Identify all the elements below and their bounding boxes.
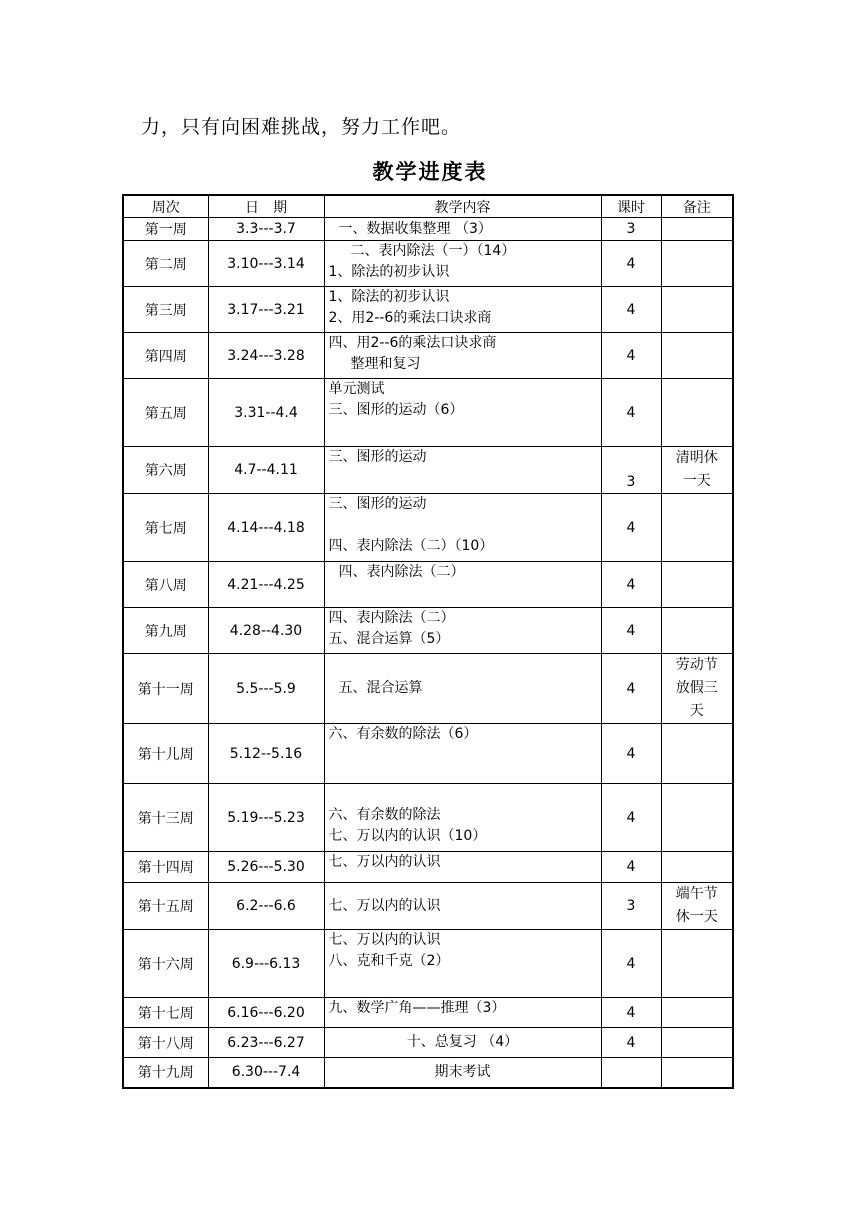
week-cell: 第五周 (123, 379, 208, 447)
content-cell (324, 883, 601, 930)
content-line (329, 784, 597, 805)
table-row (123, 608, 733, 654)
table-row (123, 1028, 733, 1058)
table-row (123, 218, 733, 241)
note-line: 劳动节 (675, 657, 718, 673)
content-line: 整理和复习 (350, 356, 421, 372)
week-cell: 第十八周 (123, 1028, 208, 1058)
content-line: 九、数学广角——推理（3） (328, 1000, 506, 1016)
table-row (123, 784, 733, 852)
note-cell (661, 930, 733, 998)
note-cell (661, 447, 733, 494)
hours-cell: 4 (601, 724, 661, 784)
date-cell: 3.17---3.21 (208, 287, 324, 333)
note-cell (661, 784, 733, 852)
content-cell (324, 998, 601, 1028)
table-row (123, 379, 733, 447)
content-line (329, 515, 597, 536)
date-cell: 3.10---3.14 (208, 241, 324, 287)
note-cell (661, 379, 733, 447)
content-line: 十、总复习 （4） (406, 1034, 519, 1050)
content-cell (324, 379, 601, 447)
intro-paragraph: 力，只有向困难挑战，努力工作吧。 (141, 116, 462, 138)
content-line: 六、有余数的除法 (328, 807, 441, 823)
content-line: 八、克和千克（2） (328, 953, 450, 969)
content-line: 三、图形的运动（6） (328, 402, 464, 418)
table-row (123, 287, 733, 333)
note-cell (661, 724, 733, 784)
date-cell: 4.28--4.30 (208, 608, 324, 654)
content-line: 七、万以内的认识（10） (328, 828, 487, 844)
week-cell: 第一周 (123, 218, 208, 241)
week-cell: 第十一周 (123, 654, 208, 724)
content-line: 1、除法的初步认识 (328, 264, 450, 280)
hours-cell: 4 (601, 379, 661, 447)
content-cell (324, 562, 601, 608)
note-cell (661, 608, 733, 654)
hours-cell: 4 (601, 1028, 661, 1058)
header-date: 日 期 (208, 195, 324, 218)
week-cell: 第十六周 (123, 930, 208, 998)
content-line: 四、用2--6的乘法口诀求商 (328, 335, 497, 351)
content-line: 四、表内除法（二）（10） (328, 538, 494, 554)
hours-cell: 4 (601, 287, 661, 333)
note-line: 端午节 (675, 886, 718, 902)
content-cell (324, 608, 601, 654)
date-cell: 5.12--5.16 (208, 724, 324, 784)
content-line: 六、有余数的除法（6） (328, 726, 478, 742)
content-line: 四、表内除法（二） (328, 610, 455, 626)
table-row (123, 447, 733, 494)
note-cell (661, 241, 733, 287)
date-cell: 6.2---6.6 (208, 883, 324, 930)
date-cell: 4.14---4.18 (208, 494, 324, 562)
content-line: 四、表内除法（二） (338, 564, 465, 580)
note-cell (661, 333, 733, 379)
hours-cell (601, 1058, 661, 1088)
hours-cell: 4 (601, 562, 661, 608)
content-cell (324, 447, 601, 494)
content-line: 五、混合运算（5） (328, 631, 450, 647)
hours-cell: 4 (601, 241, 661, 287)
content-cell (324, 1028, 601, 1058)
note-cell (661, 654, 733, 724)
note-cell (661, 218, 733, 241)
content-line: 2、用2--6的乘法口诀求商 (328, 310, 492, 326)
note-cell (661, 494, 733, 562)
date-cell: 3.24---3.28 (208, 333, 324, 379)
content-line: 二、表内除法（一）（14） (350, 243, 516, 259)
note-cell (661, 1028, 733, 1058)
content-line: 七、万以内的认识 (328, 897, 441, 914)
week-cell: 第十四周 (123, 852, 208, 883)
hours-cell: 3 (601, 218, 661, 241)
hours-cell: 4 (601, 608, 661, 654)
page-title: 教学进度表 (372, 160, 488, 184)
content-cell (324, 218, 601, 241)
content-cell (324, 333, 601, 379)
content-cell (324, 241, 601, 287)
hours-cell: 3 (601, 447, 661, 494)
hours-cell: 4 (601, 998, 661, 1028)
note-line: 放假三 (675, 680, 718, 696)
table-row (123, 998, 733, 1028)
content-cell (324, 784, 601, 852)
note-line: 清明休 (675, 450, 718, 466)
hours-cell: 4 (601, 852, 661, 883)
content-line: 三、图形的运动 (328, 449, 427, 465)
note-cell (661, 1058, 733, 1088)
note-cell (661, 852, 733, 883)
week-cell: 第十五周 (123, 883, 208, 930)
header-content: 教学内容 (324, 195, 601, 218)
hours-cell: 4 (601, 654, 661, 724)
content-cell (324, 287, 601, 333)
date-cell: 3.31--4.4 (208, 379, 324, 447)
hours-cell: 4 (601, 784, 661, 852)
table-row (123, 241, 733, 287)
week-cell: 第七周 (123, 494, 208, 562)
date-cell: 5.5---5.9 (208, 654, 324, 724)
content-line: 单元测试 (328, 381, 385, 397)
note-line: 休一天 (675, 909, 718, 925)
date-cell: 6.23---6.27 (208, 1028, 324, 1058)
content-line: 七、万以内的认识 (328, 932, 441, 948)
date-cell: 6.9---6.13 (208, 930, 324, 998)
note-cell (661, 883, 733, 930)
header-hours: 课时 (601, 195, 661, 218)
date-cell: 6.30---7.4 (208, 1058, 324, 1088)
week-cell: 第十七周 (123, 998, 208, 1028)
date-cell: 5.26---5.30 (208, 852, 324, 883)
content-cell (324, 930, 601, 998)
week-cell: 第九周 (123, 608, 208, 654)
date-cell: 5.19---5.23 (208, 784, 324, 852)
table-row (123, 852, 733, 883)
content-line: 一、数据收集整理 （3） (338, 220, 492, 237)
hours-cell: 4 (601, 333, 661, 379)
table-row (123, 562, 733, 608)
note-cell (661, 287, 733, 333)
week-cell: 第二周 (123, 241, 208, 287)
note-cell (661, 562, 733, 608)
content-cell (324, 654, 601, 724)
table-row (123, 1058, 733, 1088)
header-row (123, 195, 733, 218)
note-line: 天 (689, 703, 704, 719)
content-line: 期末考试 (434, 1063, 491, 1080)
table-row (123, 333, 733, 379)
week-cell: 第八周 (123, 562, 208, 608)
note-line: 一天 (682, 473, 711, 489)
schedule-table (122, 194, 734, 1089)
header-week: 周次 (123, 195, 208, 218)
content-line: 1、除法的初步认识 (328, 289, 450, 305)
date-cell: 4.7--4.11 (208, 447, 324, 494)
content-cell (324, 494, 601, 562)
hours-cell: 4 (601, 494, 661, 562)
table-row (123, 930, 733, 998)
week-cell: 第六周 (123, 447, 208, 494)
table-row (123, 654, 733, 724)
week-cell: 第十三周 (123, 784, 208, 852)
content-line: 五、混合运算 (338, 680, 423, 696)
note-cell (661, 998, 733, 1028)
content-line: 七、万以内的认识 (328, 854, 441, 870)
content-cell (324, 852, 601, 883)
table-row (123, 724, 733, 784)
hours-cell: 4 (601, 930, 661, 998)
week-cell: 第三周 (123, 287, 208, 333)
content-cell (324, 1058, 601, 1088)
content-cell (324, 724, 601, 784)
week-cell: 第十九周 (123, 1058, 208, 1088)
table-row (123, 494, 733, 562)
date-cell: 3.3---3.7 (208, 218, 324, 241)
week-cell: 第十儿周 (123, 724, 208, 784)
date-cell: 6.16---6.20 (208, 998, 324, 1028)
date-cell: 4.21---4.25 (208, 562, 324, 608)
week-cell: 第四周 (123, 333, 208, 379)
content-line: 三、图形的运动 (328, 496, 427, 512)
hours-cell: 3 (601, 883, 661, 930)
table-row (123, 883, 733, 930)
header-note: 备注 (661, 195, 733, 218)
